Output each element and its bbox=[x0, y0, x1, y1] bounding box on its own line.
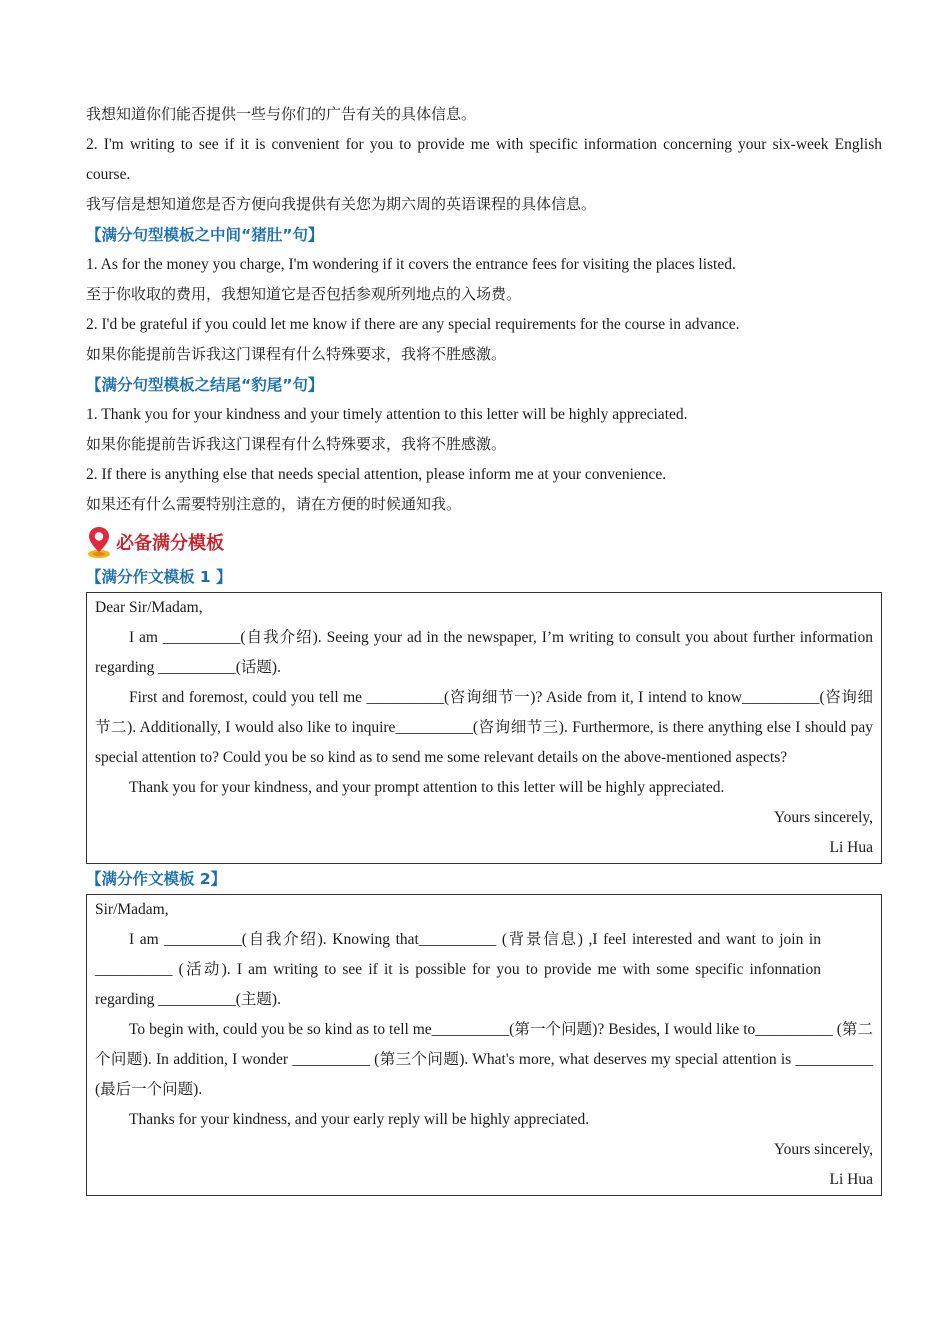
template2-greeting: Sir/Madam, bbox=[95, 901, 169, 918]
middle-cn-2: 如果你能提前告诉我这门课程有什么特殊要求，我将不胜感激。 bbox=[86, 347, 507, 363]
template1-heading: 【满分作文模板 1 】 bbox=[86, 568, 232, 586]
intro-en-2: 2. I'm writing to see if it is convenient for you to provide me with specific information concerning your six-week English course. bbox=[86, 136, 882, 183]
ending-en-2: 2. If there is anything else that needs special attention, please inform me at your convenience. bbox=[86, 466, 667, 483]
intro-cn-1: 我想知道你们能否提供一些与你们的广告有关的具体信息。 bbox=[86, 107, 477, 123]
document-page bbox=[86, 100, 882, 1196]
template1-paragraph-3: Thank you for your kindness, and your prompt attention to this letter will be highly appreciated. bbox=[129, 779, 725, 796]
ending-heading: 【满分句型模板之结尾“豹尾”句】 bbox=[86, 376, 324, 394]
section-title-text: 必备满分模板 bbox=[116, 533, 224, 554]
intro-cn-2: 我写信是想知道您是否方便向我提供有关您为期六周的英语课程的具体信息。 bbox=[86, 197, 597, 213]
template2-box bbox=[86, 894, 882, 1196]
template2-signature: Li Hua bbox=[829, 1171, 873, 1188]
template2-paragraph-3: Thanks for your kindness, and your early reply will be highly appreciated. bbox=[129, 1111, 590, 1128]
middle-en-2: 2. I'd be grateful if you could let me know if there are any special requirements for the course in advance. bbox=[86, 316, 740, 333]
middle-heading: 【满分句型模板之中间“猪肚”句】 bbox=[86, 226, 324, 244]
middle-cn-1: 至于你收取的费用，我想知道它是否包括参观所列地点的入场费。 bbox=[86, 287, 522, 303]
template1-paragraph-1: I am __________(自我介绍). Seeing your ad in the newspaper, I’m writing to consult you about further information regarding __________(话题). bbox=[95, 629, 873, 676]
template1-closing: Yours sincerely, bbox=[773, 809, 873, 826]
middle-en-1: 1. As for the money you charge, I'm wondering if it covers the entrance fees for visiting the places listed. bbox=[86, 256, 736, 273]
template1-greeting: Dear Sir/Madam, bbox=[95, 599, 203, 616]
template2-closing: Yours sincerely, bbox=[773, 1141, 873, 1158]
ending-cn-2: 如果还有什么需要特别注意的，请在方便的时候通知我。 bbox=[86, 497, 462, 513]
ending-cn-1: 如果你能提前告诉我这门课程有什么特殊要求，我将不胜感激。 bbox=[86, 437, 507, 453]
ending-en-1: 1. Thank you for your kindness and your timely attention to this letter will be highly appreciated. bbox=[86, 406, 688, 423]
template1-paragraph-2: First and foremost, could you tell me __________(咨询细节一)? Aside from it, I intend to know__________(咨询细节二). Additionally, I would also like to inquire__________(咨询细节三). Furthermore, is there anything else I should pay special attention to? Could you be so kind as to send me some relevant details on the above-mentioned aspects? bbox=[95, 689, 873, 766]
template2-heading: 【满分作文模板 2】 bbox=[86, 870, 227, 888]
section-title bbox=[86, 522, 882, 562]
template2-paragraph-1: I am __________(自我介绍). Knowing that__________ (背景信息) ,I feel interested and want to join in __________ (活动). I am writing to see if it is possible for you to provide me with some specific infonnation regarding __________(主题). bbox=[95, 931, 821, 1008]
template1-signature: Li Hua bbox=[829, 839, 873, 856]
template2-paragraph-2: To begin with, could you be so kind as to tell me__________(第一个问题)? Besides, I would like to__________ (第二个问题). In addition, I wonder __________ (第三个问题). What's more, what deserves my special attention is __________ (最后一个问题). bbox=[95, 1021, 873, 1098]
location-pin-icon bbox=[86, 525, 112, 559]
template1-box bbox=[86, 592, 882, 864]
